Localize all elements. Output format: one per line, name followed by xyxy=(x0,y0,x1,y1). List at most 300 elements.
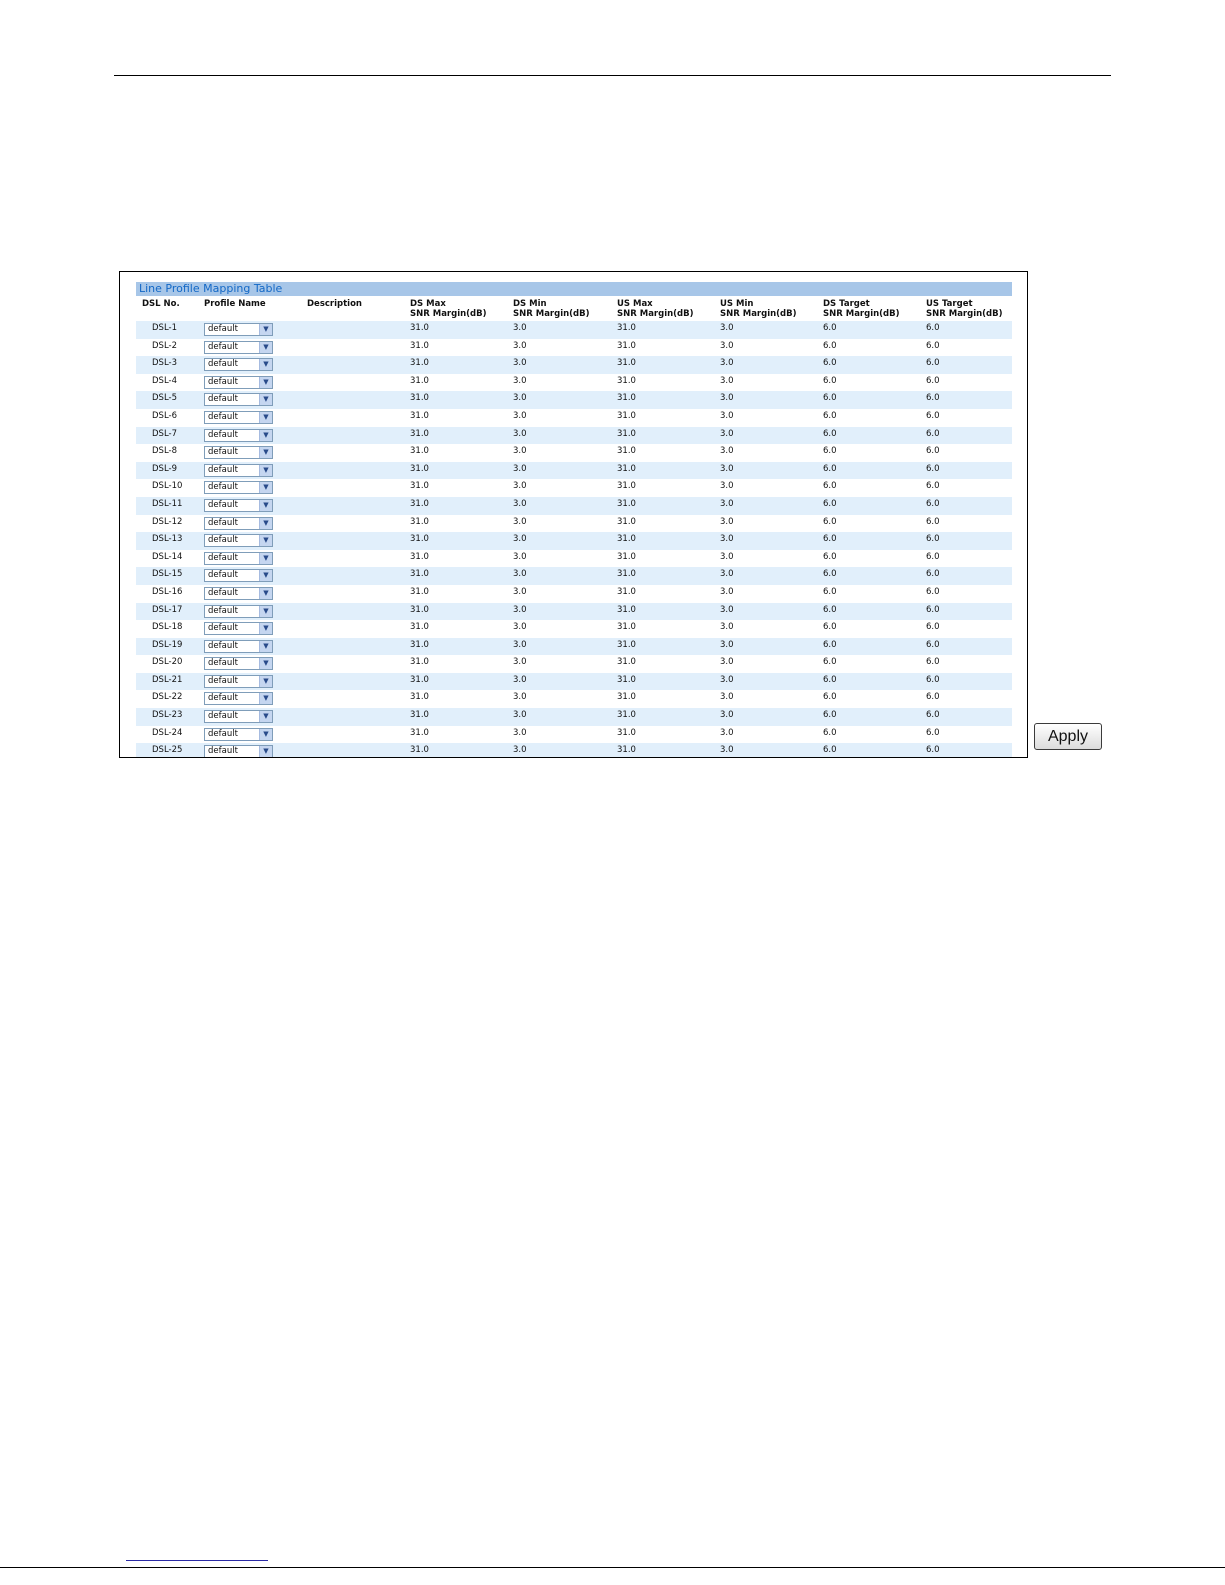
column-header-line1: US Max xyxy=(617,299,653,309)
table-row xyxy=(136,462,1012,480)
cell-us-max: 31.0 xyxy=(617,745,636,756)
profile-name-select[interactable] xyxy=(204,692,273,705)
cell-ds-target: 6.0 xyxy=(823,586,837,597)
cell-us-max: 31.0 xyxy=(617,498,636,509)
cell-ds-max: 31.0 xyxy=(410,446,429,457)
cell-ds-target: 6.0 xyxy=(823,604,837,615)
cell-us-max: 31.0 xyxy=(617,516,636,527)
cell-dsl-no: DSL-8 xyxy=(152,446,178,457)
page-bottom-rule xyxy=(0,1567,1225,1568)
cell-ds-max: 31.0 xyxy=(410,428,429,439)
chevron-down-icon[interactable]: ▼ xyxy=(259,324,272,335)
cell-us-target: 6.0 xyxy=(926,323,940,333)
cell-ds-max: 31.0 xyxy=(410,516,429,527)
cell-us-max: 31.0 xyxy=(617,323,636,333)
cell-us-max: 31.0 xyxy=(617,604,636,615)
cell-dsl-no: DSL-12 xyxy=(152,516,183,527)
table-header xyxy=(136,299,1012,321)
profile-name-value: default xyxy=(208,587,238,598)
profile-name-value: default xyxy=(208,482,238,493)
chevron-down-icon[interactable]: ▼ xyxy=(259,606,272,617)
column-header-line1: US Target xyxy=(926,299,973,309)
profile-name-value: default xyxy=(208,411,238,422)
cell-us-min: 3.0 xyxy=(720,463,734,474)
cell-ds-min: 3.0 xyxy=(513,446,527,457)
cell-us-max: 31.0 xyxy=(617,375,636,386)
table-row xyxy=(136,497,1012,515)
profile-name-value: default xyxy=(208,675,238,686)
cell-dsl-no: DSL-22 xyxy=(152,692,183,703)
table-row xyxy=(136,479,1012,497)
cell-ds-target: 6.0 xyxy=(823,551,837,562)
profile-name-select[interactable] xyxy=(204,657,273,670)
cell-ds-min: 3.0 xyxy=(513,410,527,421)
chevron-down-icon[interactable]: ▼ xyxy=(259,623,272,634)
chevron-down-icon[interactable]: ▼ xyxy=(259,412,272,423)
apply-button[interactable]: Apply xyxy=(1034,723,1102,750)
footer-link-underline xyxy=(126,1560,268,1561)
cell-ds-max: 31.0 xyxy=(410,358,429,369)
chevron-down-icon[interactable]: ▼ xyxy=(259,641,272,652)
profile-name-select[interactable] xyxy=(204,323,273,336)
cell-us-target: 6.0 xyxy=(926,622,940,633)
cell-us-min: 3.0 xyxy=(720,340,734,351)
chevron-down-icon[interactable]: ▼ xyxy=(259,676,272,687)
cell-ds-min: 3.0 xyxy=(513,586,527,597)
cell-us-min: 3.0 xyxy=(720,446,734,457)
cell-ds-target: 6.0 xyxy=(823,745,837,756)
cell-dsl-no: DSL-18 xyxy=(152,622,183,633)
chevron-down-icon[interactable]: ▼ xyxy=(259,729,272,740)
profile-name-value: default xyxy=(208,552,238,563)
cell-us-min: 3.0 xyxy=(720,674,734,685)
profile-name-value: default xyxy=(208,535,238,546)
cell-dsl-no: DSL-16 xyxy=(152,586,183,597)
cell-ds-max: 31.0 xyxy=(410,674,429,685)
chevron-down-icon[interactable]: ▼ xyxy=(259,342,272,353)
profile-name-value: default xyxy=(208,464,238,475)
profile-name-select[interactable] xyxy=(204,622,273,635)
cell-ds-min: 3.0 xyxy=(513,692,527,703)
profile-name-select[interactable] xyxy=(204,393,273,406)
profile-name-select[interactable] xyxy=(204,605,273,618)
profile-name-select[interactable] xyxy=(204,341,273,354)
profile-name-value: default xyxy=(208,517,238,528)
cell-dsl-no: DSL-20 xyxy=(152,657,183,668)
cell-ds-target: 6.0 xyxy=(823,534,837,545)
table-row xyxy=(136,743,1012,758)
column-header-us-max xyxy=(617,299,694,319)
chevron-down-icon[interactable]: ▼ xyxy=(259,553,272,564)
cell-us-min: 3.0 xyxy=(720,323,734,333)
profile-name-select[interactable] xyxy=(204,411,273,424)
column-header-line2: SNR Margin(dB) xyxy=(617,309,694,319)
cell-us-target: 6.0 xyxy=(926,551,940,562)
table-row xyxy=(136,673,1012,691)
chevron-down-icon[interactable]: ▼ xyxy=(259,500,272,511)
profile-name-select[interactable] xyxy=(204,358,273,371)
profile-name-select[interactable] xyxy=(204,429,273,442)
cell-ds-target: 6.0 xyxy=(823,358,837,369)
cell-dsl-no: DSL-4 xyxy=(152,375,178,386)
cell-us-target: 6.0 xyxy=(926,569,940,580)
cell-ds-max: 31.0 xyxy=(410,622,429,633)
cell-ds-min: 3.0 xyxy=(513,393,527,404)
cell-ds-target: 6.0 xyxy=(823,639,837,650)
table-row xyxy=(136,532,1012,550)
column-header-line2: SNR Margin(dB) xyxy=(410,309,487,319)
cell-ds-min: 3.0 xyxy=(513,745,527,756)
table-row xyxy=(136,391,1012,409)
chevron-down-icon[interactable]: ▼ xyxy=(259,693,272,704)
cell-us-min: 3.0 xyxy=(720,692,734,703)
column-header-line1: DS Target xyxy=(823,299,870,309)
column-header-line2: SNR Margin(dB) xyxy=(513,309,590,319)
cell-us-min: 3.0 xyxy=(720,604,734,615)
cell-ds-min: 3.0 xyxy=(513,428,527,439)
cell-ds-max: 31.0 xyxy=(410,410,429,421)
profile-name-select[interactable] xyxy=(204,569,273,582)
cell-ds-max: 31.0 xyxy=(410,745,429,756)
cell-us-target: 6.0 xyxy=(926,586,940,597)
cell-us-target: 6.0 xyxy=(926,534,940,545)
cell-us-target: 6.0 xyxy=(926,692,940,703)
cell-us-min: 3.0 xyxy=(720,393,734,404)
cell-ds-max: 31.0 xyxy=(410,393,429,404)
cell-us-target: 6.0 xyxy=(926,604,940,615)
cell-ds-max: 31.0 xyxy=(410,710,429,721)
profile-name-value: default xyxy=(208,324,238,334)
column-header-line1: US Min xyxy=(720,299,754,309)
chevron-down-icon[interactable]: ▼ xyxy=(259,711,272,722)
cell-ds-min: 3.0 xyxy=(513,710,527,721)
profile-name-select[interactable] xyxy=(204,552,273,565)
column-header-line2: SNR Margin(dB) xyxy=(720,309,797,319)
table-row xyxy=(136,409,1012,427)
chevron-down-icon[interactable]: ▼ xyxy=(259,447,272,458)
column-header-line2: SNR Margin(dB) xyxy=(926,309,1003,319)
profile-name-value: default xyxy=(208,376,238,387)
cell-ds-max: 31.0 xyxy=(410,551,429,562)
column-header-line2: SNR Margin(dB) xyxy=(823,309,900,319)
cell-ds-min: 3.0 xyxy=(513,375,527,386)
table-row xyxy=(136,638,1012,656)
cell-dsl-no: DSL-11 xyxy=(152,498,183,509)
table-row xyxy=(136,690,1012,708)
profile-name-value: default xyxy=(208,605,238,616)
cell-ds-min: 3.0 xyxy=(513,604,527,615)
cell-us-min: 3.0 xyxy=(720,358,734,369)
cell-us-target: 6.0 xyxy=(926,463,940,474)
cell-ds-min: 3.0 xyxy=(513,340,527,351)
cell-us-min: 3.0 xyxy=(720,375,734,386)
cell-ds-target: 6.0 xyxy=(823,516,837,527)
cell-ds-max: 31.0 xyxy=(410,639,429,650)
cell-ds-target: 6.0 xyxy=(823,393,837,404)
cell-us-min: 3.0 xyxy=(720,745,734,756)
cell-us-target: 6.0 xyxy=(926,674,940,685)
column-header-line1: DS Max xyxy=(410,299,446,309)
chevron-down-icon[interactable]: ▼ xyxy=(259,377,272,388)
profile-name-select[interactable] xyxy=(204,464,273,477)
cell-us-min: 3.0 xyxy=(720,410,734,421)
chevron-down-icon[interactable]: ▼ xyxy=(259,658,272,669)
cell-dsl-no: DSL-7 xyxy=(152,428,178,439)
cell-us-target: 6.0 xyxy=(926,710,940,721)
profile-name-select[interactable] xyxy=(204,517,273,530)
table-row xyxy=(136,655,1012,673)
column-header-line1: DSL No. xyxy=(142,299,180,309)
cell-us-max: 31.0 xyxy=(617,358,636,369)
profile-name-select[interactable] xyxy=(204,587,273,600)
cell-us-target: 6.0 xyxy=(926,745,940,756)
column-header-ds-target xyxy=(823,299,900,319)
chevron-down-icon[interactable]: ▼ xyxy=(259,535,272,546)
table-row xyxy=(136,603,1012,621)
cell-ds-target: 6.0 xyxy=(823,428,837,439)
profile-name-select[interactable] xyxy=(204,499,273,512)
cell-us-target: 6.0 xyxy=(926,727,940,738)
cell-ds-min: 3.0 xyxy=(513,481,527,492)
cell-us-target: 6.0 xyxy=(926,393,940,404)
cell-ds-min: 3.0 xyxy=(513,674,527,685)
column-header-dsl-no xyxy=(142,299,180,309)
cell-ds-target: 6.0 xyxy=(823,375,837,386)
profile-name-value: default xyxy=(208,499,238,510)
cell-ds-target: 6.0 xyxy=(823,481,837,492)
cell-ds-target: 6.0 xyxy=(823,463,837,474)
cell-ds-target: 6.0 xyxy=(823,323,837,333)
cell-ds-min: 3.0 xyxy=(513,657,527,668)
cell-ds-min: 3.0 xyxy=(513,323,527,333)
cell-ds-max: 31.0 xyxy=(410,375,429,386)
cell-us-min: 3.0 xyxy=(720,516,734,527)
cell-us-max: 31.0 xyxy=(617,569,636,580)
profile-name-value: default xyxy=(208,429,238,440)
cell-us-max: 31.0 xyxy=(617,710,636,721)
table-row xyxy=(136,427,1012,445)
cell-dsl-no: DSL-2 xyxy=(152,340,178,351)
cell-us-max: 31.0 xyxy=(617,446,636,457)
profile-name-select[interactable] xyxy=(204,745,273,758)
chevron-down-icon[interactable]: ▼ xyxy=(259,482,272,493)
cell-us-min: 3.0 xyxy=(720,534,734,545)
cell-us-target: 6.0 xyxy=(926,410,940,421)
cell-us-max: 31.0 xyxy=(617,639,636,650)
cell-dsl-no: DSL-21 xyxy=(152,674,183,685)
profile-name-select[interactable] xyxy=(204,675,273,688)
cell-ds-max: 31.0 xyxy=(410,463,429,474)
cell-ds-target: 6.0 xyxy=(823,498,837,509)
cell-us-max: 31.0 xyxy=(617,481,636,492)
cell-dsl-no: DSL-17 xyxy=(152,604,183,615)
chevron-down-icon[interactable]: ▼ xyxy=(259,465,272,476)
cell-dsl-no: DSL-5 xyxy=(152,393,178,404)
cell-us-max: 31.0 xyxy=(617,727,636,738)
profile-name-value: default xyxy=(208,341,238,352)
cell-us-target: 6.0 xyxy=(926,516,940,527)
profile-name-select[interactable] xyxy=(204,481,273,494)
cell-us-min: 3.0 xyxy=(720,428,734,439)
table-row xyxy=(136,515,1012,533)
cell-ds-max: 31.0 xyxy=(410,323,429,333)
cell-ds-target: 6.0 xyxy=(823,692,837,703)
chevron-down-icon[interactable]: ▼ xyxy=(259,359,272,370)
cell-us-max: 31.0 xyxy=(617,586,636,597)
cell-us-max: 31.0 xyxy=(617,622,636,633)
cell-us-target: 6.0 xyxy=(926,657,940,668)
cell-ds-max: 31.0 xyxy=(410,604,429,615)
profile-name-value: default xyxy=(208,359,238,370)
profile-name-value: default xyxy=(208,693,238,704)
cell-us-min: 3.0 xyxy=(720,569,734,580)
profile-name-value: default xyxy=(208,623,238,634)
cell-us-target: 6.0 xyxy=(926,340,940,351)
cell-dsl-no: DSL-3 xyxy=(152,358,178,369)
cell-ds-target: 6.0 xyxy=(823,710,837,721)
profile-name-select[interactable] xyxy=(204,640,273,653)
cell-ds-target: 6.0 xyxy=(823,410,837,421)
cell-us-max: 31.0 xyxy=(617,534,636,545)
chevron-down-icon[interactable]: ▼ xyxy=(259,746,272,757)
profile-name-select[interactable] xyxy=(204,728,273,741)
table-row xyxy=(136,550,1012,568)
cell-dsl-no: DSL-9 xyxy=(152,463,178,474)
cell-ds-min: 3.0 xyxy=(513,569,527,580)
cell-us-max: 31.0 xyxy=(617,551,636,562)
cell-ds-min: 3.0 xyxy=(513,639,527,650)
table-row xyxy=(136,620,1012,638)
cell-us-target: 6.0 xyxy=(926,358,940,369)
column-header-ds-min xyxy=(513,299,590,319)
table-row xyxy=(136,708,1012,726)
table-row xyxy=(136,356,1012,374)
cell-dsl-no: DSL-10 xyxy=(152,481,183,492)
chevron-down-icon[interactable]: ▼ xyxy=(259,570,272,581)
chevron-down-icon[interactable]: ▼ xyxy=(259,394,272,405)
cell-us-min: 3.0 xyxy=(720,710,734,721)
cell-ds-min: 3.0 xyxy=(513,358,527,369)
profile-name-select[interactable] xyxy=(204,446,273,459)
chevron-down-icon[interactable]: ▼ xyxy=(259,430,272,441)
cell-ds-max: 31.0 xyxy=(410,498,429,509)
cell-dsl-no: DSL-1 xyxy=(152,323,178,333)
profile-name-value: default xyxy=(208,711,238,722)
cell-us-max: 31.0 xyxy=(617,393,636,404)
profile-name-select[interactable] xyxy=(204,710,273,723)
cell-us-target: 6.0 xyxy=(926,498,940,509)
cell-ds-min: 3.0 xyxy=(513,463,527,474)
profile-name-select[interactable] xyxy=(204,376,273,389)
column-header-line1: DS Min xyxy=(513,299,547,309)
cell-us-max: 31.0 xyxy=(617,657,636,668)
profile-name-value: default xyxy=(208,728,238,739)
profile-name-value: default xyxy=(208,746,238,757)
cell-us-max: 31.0 xyxy=(617,428,636,439)
cell-ds-max: 31.0 xyxy=(410,727,429,738)
cell-ds-max: 31.0 xyxy=(410,481,429,492)
cell-ds-max: 31.0 xyxy=(410,340,429,351)
cell-ds-max: 31.0 xyxy=(410,586,429,597)
column-header-ds-max xyxy=(410,299,487,319)
profile-name-select[interactable] xyxy=(204,534,273,547)
cell-ds-max: 31.0 xyxy=(410,569,429,580)
column-header-line1: Description xyxy=(307,299,362,309)
table-row xyxy=(136,585,1012,603)
cell-us-min: 3.0 xyxy=(720,551,734,562)
profile-name-value: default xyxy=(208,394,238,405)
cell-us-target: 6.0 xyxy=(926,639,940,650)
cell-us-max: 31.0 xyxy=(617,692,636,703)
cell-us-max: 31.0 xyxy=(617,674,636,685)
table-row xyxy=(136,339,1012,357)
cell-us-target: 6.0 xyxy=(926,481,940,492)
cell-ds-max: 31.0 xyxy=(410,534,429,545)
column-header-us-target xyxy=(926,299,1003,319)
cell-dsl-no: DSL-15 xyxy=(152,569,183,580)
cell-us-target: 6.0 xyxy=(926,375,940,386)
column-header-profile-name xyxy=(204,299,266,309)
cell-us-min: 3.0 xyxy=(720,657,734,668)
chevron-down-icon[interactable]: ▼ xyxy=(259,518,272,529)
table-row xyxy=(136,444,1012,462)
page-top-rule xyxy=(114,75,1111,76)
cell-dsl-no: DSL-24 xyxy=(152,727,183,738)
cell-ds-target: 6.0 xyxy=(823,727,837,738)
cell-us-min: 3.0 xyxy=(720,498,734,509)
cell-dsl-no: DSL-6 xyxy=(152,410,178,421)
cell-ds-target: 6.0 xyxy=(823,569,837,580)
cell-us-min: 3.0 xyxy=(720,727,734,738)
profile-name-value: default xyxy=(208,658,238,669)
table-body xyxy=(136,321,1012,758)
cell-dsl-no: DSL-23 xyxy=(152,710,183,721)
cell-dsl-no: DSL-19 xyxy=(152,639,183,650)
table-title: Line Profile Mapping Table xyxy=(136,282,1012,296)
cell-ds-min: 3.0 xyxy=(513,498,527,509)
column-header-description xyxy=(307,299,362,309)
profile-name-value: default xyxy=(208,447,238,458)
cell-us-max: 31.0 xyxy=(617,340,636,351)
cell-us-min: 3.0 xyxy=(720,481,734,492)
cell-dsl-no: DSL-13 xyxy=(152,534,183,545)
cell-us-target: 6.0 xyxy=(926,446,940,457)
cell-ds-target: 6.0 xyxy=(823,340,837,351)
column-header-us-min xyxy=(720,299,797,319)
cell-ds-min: 3.0 xyxy=(513,516,527,527)
cell-us-max: 31.0 xyxy=(617,410,636,421)
cell-dsl-no: DSL-14 xyxy=(152,551,183,562)
profile-name-value: default xyxy=(208,570,238,581)
cell-ds-max: 31.0 xyxy=(410,692,429,703)
cell-us-min: 3.0 xyxy=(720,586,734,597)
cell-ds-min: 3.0 xyxy=(513,622,527,633)
cell-ds-target: 6.0 xyxy=(823,657,837,668)
cell-dsl-no: DSL-25 xyxy=(152,745,183,756)
table-row xyxy=(136,567,1012,585)
cell-ds-target: 6.0 xyxy=(823,622,837,633)
chevron-down-icon[interactable]: ▼ xyxy=(259,588,272,599)
table-row xyxy=(136,321,1012,339)
line-profile-mapping-frame[interactable] xyxy=(119,271,1028,758)
column-header-line1: Profile Name xyxy=(204,299,266,309)
cell-ds-target: 6.0 xyxy=(823,446,837,457)
cell-ds-max: 31.0 xyxy=(410,657,429,668)
cell-ds-target: 6.0 xyxy=(823,674,837,685)
profile-name-value: default xyxy=(208,640,238,651)
cell-ds-min: 3.0 xyxy=(513,727,527,738)
cell-us-target: 6.0 xyxy=(926,428,940,439)
